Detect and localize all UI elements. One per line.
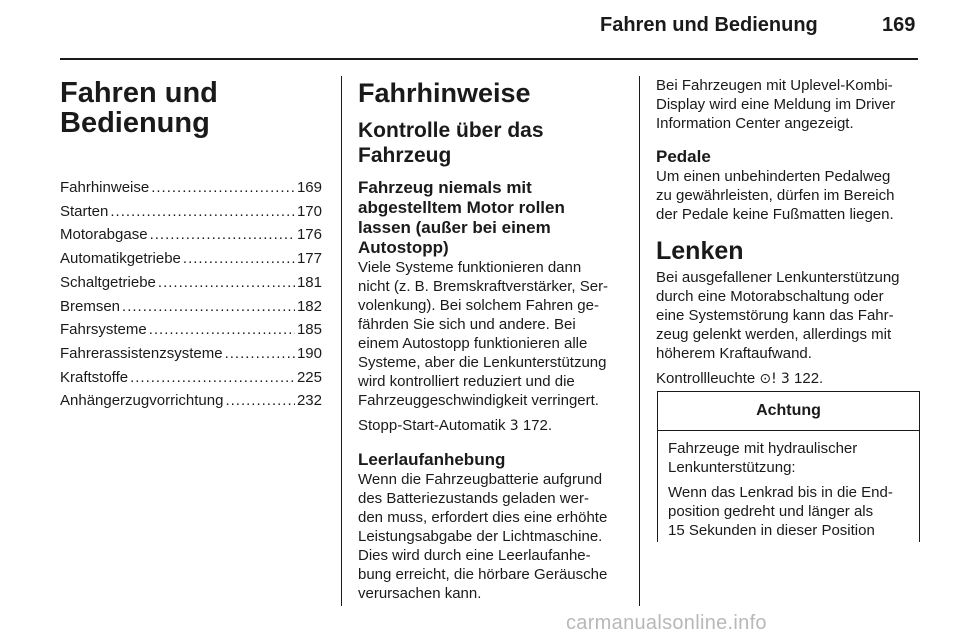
toc-page: 170	[296, 202, 322, 220]
text-line: verursachen kann.	[358, 585, 482, 602]
text-line: Wenn das Lenkrad bis in die End-	[668, 484, 893, 501]
toc-entry[interactable]	[60, 223, 322, 247]
section-title: Fahrhinweise	[358, 78, 531, 108]
toc-leader	[225, 389, 295, 413]
text-line: nicht (z. B. Bremskraftverstärker, Ser-	[358, 278, 609, 295]
text-line: Bei ausgefallener Lenkunterstützung	[656, 269, 900, 286]
text-line: Viele Systeme funktionieren dann	[358, 259, 582, 276]
text-line: Systeme, aber die Lenkunterstützung	[358, 354, 607, 371]
text-line: bung erreicht, die hörbare Geräusche	[358, 566, 608, 583]
toc-entry[interactable]	[60, 342, 322, 366]
body-paragraph	[656, 76, 922, 133]
toc-page: 182	[296, 297, 322, 315]
warning-box	[657, 391, 920, 542]
toc-leader	[225, 342, 295, 366]
watermark: carmanualsonline.info	[566, 612, 767, 634]
body-paragraph	[656, 167, 922, 224]
toc-label: Bremsen	[60, 297, 121, 315]
toc-entry[interactable]	[60, 389, 322, 413]
text-line: Lenkunterstützung:	[668, 459, 796, 476]
text-line: Um einen unbehinderten Pedalweg	[656, 168, 891, 185]
toc-leader	[150, 223, 295, 247]
topic-title	[358, 178, 624, 258]
text-line: eine Systemstörung kann das Fahr-	[656, 307, 894, 324]
middle-column	[358, 78, 624, 603]
warning-title: Achtung	[658, 392, 919, 431]
toc-label: Starten	[60, 202, 109, 220]
text-line: Fahrzeuggeschwindigkeit verringert.	[358, 392, 599, 409]
toc-page: 181	[296, 273, 322, 291]
cross-reference-page: 122.	[794, 370, 824, 387]
chapter-title-line-2: Bedienung	[60, 107, 210, 139]
topic-title: Leerlaufanhebung	[358, 450, 506, 469]
toc-entry[interactable]	[60, 176, 322, 200]
text-line: den muss, erfordert dies eine erhöhte	[358, 509, 608, 526]
column-divider-left	[341, 76, 342, 606]
subsection-title-line: Fahrzeug	[358, 144, 452, 167]
topic-title-line: Autostopp)	[358, 238, 449, 257]
text-line: der Pedale keine Fußmatten liegen.	[656, 206, 894, 223]
toc-leader	[183, 247, 295, 271]
body-paragraph	[656, 268, 922, 363]
toc-leader	[130, 366, 295, 390]
toc-label: Schaltgetriebe	[60, 273, 156, 291]
toc-page: 225	[296, 368, 322, 386]
toc-entry[interactable]	[60, 271, 322, 295]
column-divider-right	[639, 76, 640, 606]
reference-arrow-icon: 3	[780, 371, 790, 387]
text-line: Dies wird durch eine Leerlaufanhe-	[358, 547, 591, 564]
text-line: volenkung). Bei solchem Fahren ge-	[358, 297, 599, 314]
text-line: Information Center angezeigt.	[656, 115, 854, 132]
body-paragraph	[358, 258, 624, 410]
toc-page: 177	[296, 250, 322, 268]
page-number: 169	[882, 14, 916, 36]
toc-page: 190	[296, 344, 322, 362]
topic-title: Pedale	[656, 147, 711, 166]
toc-label: Fahrsysteme	[60, 321, 147, 339]
topic-title-line: Fahrzeug niemals mit	[358, 178, 532, 197]
header-rule	[60, 58, 918, 60]
steering-warning-icon: ⊙!	[759, 371, 777, 387]
toc-entry[interactable]	[60, 247, 322, 271]
toc-label: Fahrhinweise	[60, 179, 150, 196]
toc-page: 169	[296, 179, 322, 196]
toc-entry[interactable]	[60, 295, 322, 319]
right-column	[656, 76, 922, 389]
toc-label: Motorabgase	[60, 226, 148, 244]
toc-page: 185	[296, 321, 322, 339]
reference-arrow-icon: 3	[509, 418, 519, 434]
toc-leader	[158, 271, 295, 295]
text-line: wird kontrolliert reduziert und die	[358, 373, 575, 390]
subsection-title-line: Kontrolle über das	[358, 119, 544, 142]
cross-reference[interactable]	[358, 416, 624, 436]
topic-title-line: abgestelltem Motor rollen	[358, 198, 565, 217]
text-line: Display wird eine Meldung im Driver	[656, 96, 896, 113]
cross-reference-text: Kontrollleuchte	[656, 370, 756, 387]
body-paragraph	[358, 470, 624, 603]
text-line: Wenn die Fahrzeugbatterie aufgrund	[358, 471, 603, 488]
chapter-title-line-1: Fahren und	[60, 77, 218, 109]
text-line: Leistungsabgabe der Lichtmaschine.	[358, 528, 603, 545]
text-line: Fahrzeuge mit hydraulischer	[668, 440, 858, 457]
toc-label: Fahrerassistenzsysteme	[60, 344, 223, 362]
toc-entry[interactable]	[60, 200, 322, 224]
text-line: Bei Fahrzeugen mit Uplevel-Kombi-	[656, 77, 893, 94]
toc-entry[interactable]	[60, 318, 322, 342]
text-line: zeug gelenkt werden, allerdings mit	[656, 326, 892, 343]
toc-page: 232	[296, 392, 322, 410]
toc-label: Anhängerzugvorrichtung	[60, 392, 224, 410]
toc-leader	[151, 176, 295, 200]
warning-body	[658, 431, 919, 540]
cross-reference-text: Stopp-Start-Automatik	[358, 417, 506, 434]
toc-leader	[149, 318, 295, 342]
toc-entry[interactable]	[60, 366, 322, 390]
toc-label: Kraftstoffe	[60, 368, 129, 386]
topic-title-line: lassen (außer bei einem	[358, 218, 551, 237]
text-line: höherem Kraftaufwand.	[656, 345, 812, 362]
text-line: einem Autostopp funktionieren alle	[358, 335, 588, 352]
toc-page: 176	[296, 226, 322, 244]
section-title: Lenken	[656, 237, 744, 265]
subsection-title	[358, 118, 624, 168]
toc-leader	[122, 295, 295, 319]
running-header-title: Fahren und Bedienung	[600, 14, 818, 36]
text-line: 15 Sekunden in dieser Position	[668, 522, 875, 539]
text-line: zu gewährleisten, dürfen im Bereich	[656, 187, 895, 204]
table-of-contents	[60, 176, 322, 413]
text-line: position gedreht und länger als	[668, 503, 874, 520]
cross-reference[interactable]	[656, 369, 922, 389]
text-line: des Batteriezustands geladen wer-	[358, 490, 589, 507]
text-line: fährden Sie sich und andere. Bei	[358, 316, 576, 333]
text-line: durch eine Motorabschaltung oder	[656, 288, 884, 305]
chapter-title	[60, 78, 330, 138]
toc-leader	[110, 200, 295, 224]
cross-reference-page: 172.	[522, 417, 553, 434]
toc-label: Automatikgetriebe	[60, 250, 181, 268]
